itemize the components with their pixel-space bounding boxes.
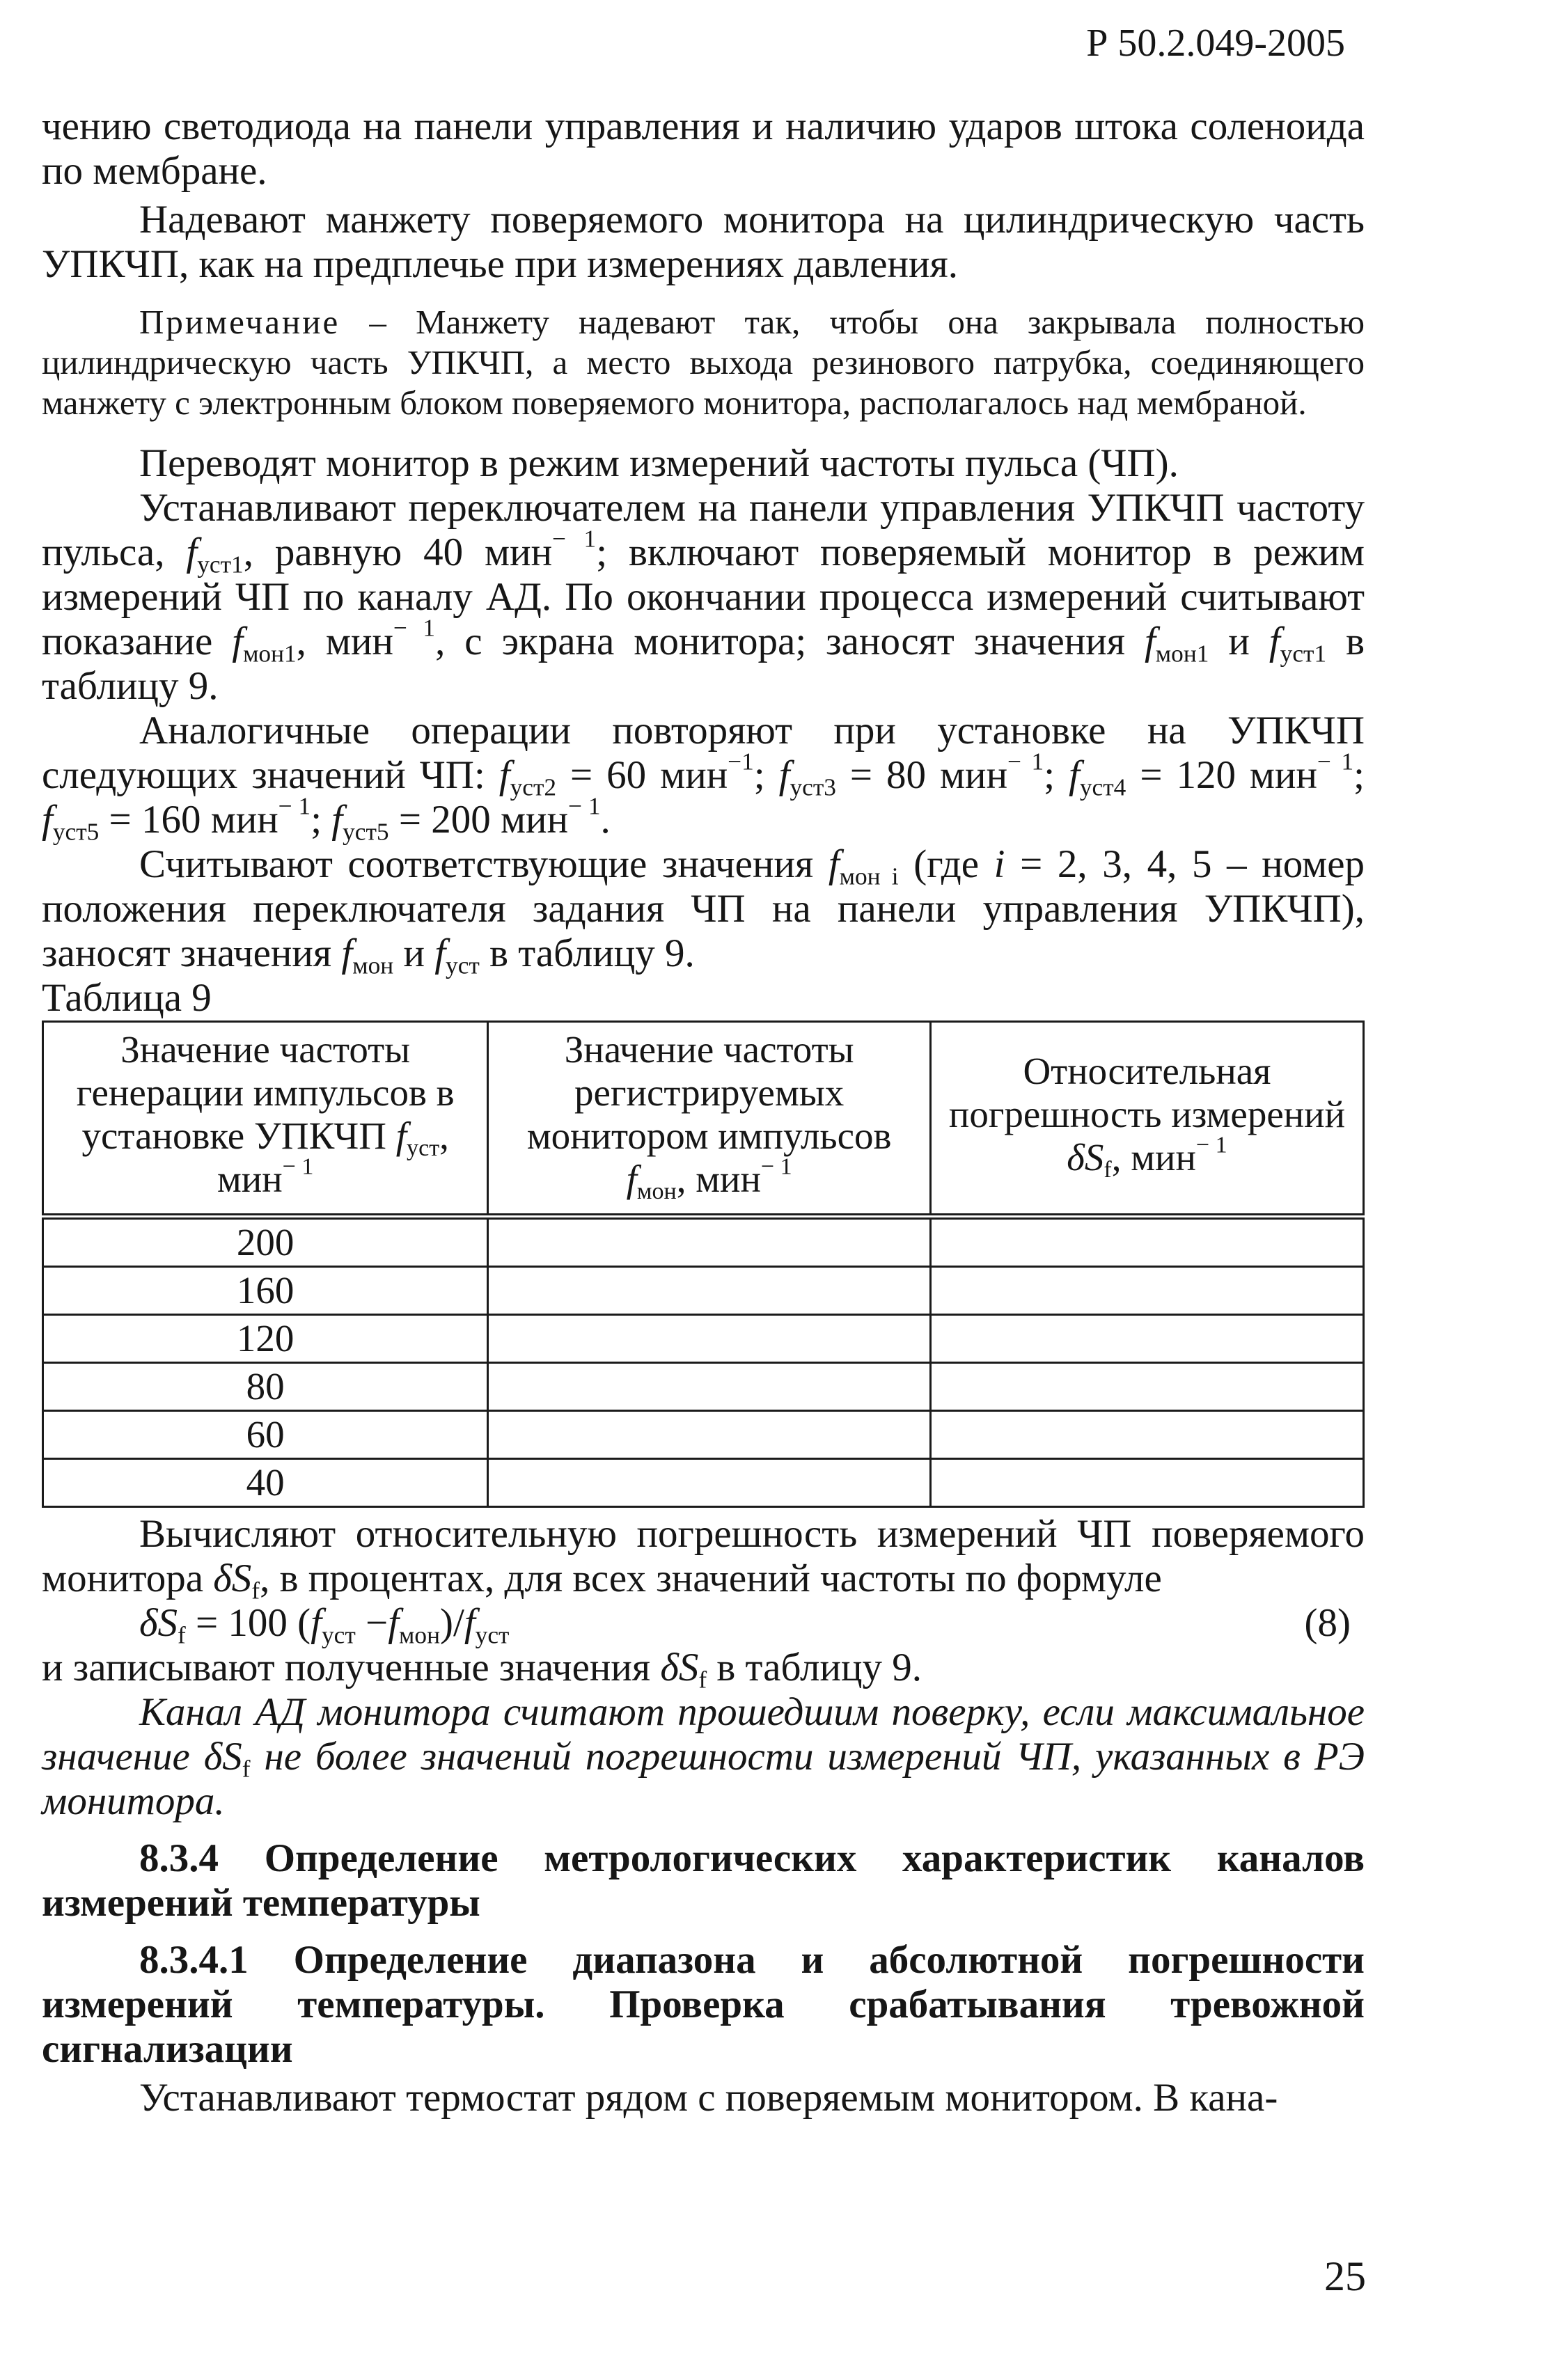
superscript: − 1 [552, 525, 597, 553]
paragraph-repeat [42, 709, 1365, 846]
subscript: мон1 [1155, 640, 1209, 668]
symbol-f: f [1269, 620, 1280, 663]
paragraph-mode: Переводят монитор в режим измерений частоты пульса (ЧП). [139, 441, 1179, 485]
subscript: уст1 [1280, 640, 1327, 668]
table-row [43, 1315, 1364, 1363]
subscript: мон1 [243, 640, 297, 668]
section-heading-8-3-4: 8.3.4 Определение метрологических характеристик каналов измерений температуры [42, 1836, 1365, 1925]
subscript: уст [475, 1621, 510, 1649]
column-header-registered-frequency [488, 1022, 931, 1217]
text-run: ; [1353, 753, 1365, 797]
text-run: = 80 мин [835, 753, 1008, 797]
column-header-relative-error [930, 1022, 1363, 1217]
symbol-f: f [1144, 620, 1156, 663]
symbol-delta-s: δS [660, 1646, 699, 1689]
paragraph-continuation: чению светодиода на панели управления и наличию ударов штока соленоида по мембране. [42, 104, 1365, 193]
symbol-f: f [341, 931, 353, 975]
text-run: в таблицу 9. [479, 931, 695, 975]
text-run: Устанавливают переключателем на панели управления УПКЧП частоту пульса, [42, 486, 1365, 574]
superscript: − 1 [282, 1153, 314, 1180]
superscript: − 1 [760, 1153, 792, 1180]
italic-text: Канал АД монитора считают прошедшим поверку, если максимальное значение [42, 1690, 1365, 1779]
table-cell-set-frequency: 120 [43, 1315, 488, 1363]
note [42, 302, 1365, 423]
subscript: уст2 [510, 773, 557, 801]
paragraph-read-values [42, 842, 1365, 979]
table-cell-empty [488, 1217, 931, 1267]
table-row [43, 1267, 1364, 1315]
subscript: f [1104, 1157, 1112, 1183]
symbol-i: i [994, 842, 1005, 886]
page-number: 25 [1324, 2253, 1366, 2299]
text-run: и записывают полученные значения [42, 1646, 661, 1689]
paragraph-set-pulse [42, 486, 1365, 709]
table-row [43, 1411, 1364, 1459]
text-run: и [1209, 620, 1269, 663]
symbol-f: f [1069, 753, 1080, 797]
text-run: = 200 мин [388, 798, 569, 842]
text-run: в таблицу 9. [707, 1646, 922, 1689]
symbol-f: f [464, 1601, 476, 1645]
subscript: мон [352, 952, 394, 979]
formula-text: )/ [439, 1601, 464, 1645]
text-run: и [393, 931, 435, 975]
subscript: уст5 [52, 818, 100, 846]
symbol-f: f [42, 798, 53, 842]
subscript: уст5 [343, 818, 389, 846]
text-run: , в процентах, для всех значений частоты по формуле [260, 1557, 1162, 1600]
subscript: f [178, 1621, 186, 1649]
text-run: Считывают соответствующие значения [139, 842, 829, 886]
superscript: − 1 [393, 614, 436, 642]
symbol-f: f [311, 1601, 322, 1645]
text-run: ; [311, 798, 332, 842]
table-cell-empty [488, 1315, 931, 1363]
table-cell-empty [930, 1459, 1363, 1507]
subscript: f [698, 1666, 707, 1694]
subscript: уст [322, 1621, 356, 1649]
subscript: мон [399, 1621, 440, 1649]
formula-text: − [355, 1601, 388, 1645]
superscript: − 1 [1195, 1132, 1227, 1158]
table-row [43, 1217, 1364, 1267]
page-body [42, 104, 1365, 2120]
header-unit: , мин [1111, 1136, 1196, 1179]
text-run: = 2, 3, 4, 5 – номер положения переключателя задания ЧП на панели управления УПКЧП), заносят значения [42, 842, 1365, 975]
superscript: − 1 [1317, 748, 1354, 775]
subscript: мон i [839, 862, 899, 890]
section-heading-8-3-4-1: 8.3.4.1 Определение диапазона и абсолютной погрешности измерений температуры. Проверка срабатывания тревожной сигнализации [42, 1938, 1365, 2071]
text-run: = 120 мин [1126, 753, 1317, 797]
text-run: Аналогичные операции повторяют при установке на УПКЧП следующих значений ЧП: [42, 709, 1365, 797]
header-text: Значение частоты генерации импульсов в установке УПКЧП [76, 1028, 455, 1157]
table-cell-empty [930, 1315, 1363, 1363]
superscript: − 1 [278, 792, 311, 820]
table-cell-set-frequency: 160 [43, 1267, 488, 1315]
symbol-f: f [626, 1158, 637, 1200]
column-header-generated-frequency [43, 1022, 488, 1217]
symbol-f: f [232, 620, 244, 663]
symbol-f: f [434, 931, 446, 975]
table-cell-empty [930, 1363, 1363, 1411]
header-text: Относительная погрешность измерений [948, 1050, 1346, 1135]
table-cell-empty [488, 1459, 931, 1507]
table-cell-empty [488, 1411, 931, 1459]
text-run: = 60 мин [556, 753, 728, 797]
subscript: уст [446, 952, 480, 979]
table-cell-empty [930, 1267, 1363, 1315]
text-run: ; [753, 753, 779, 797]
subscript: f [251, 1577, 260, 1605]
header-unit: , мин [676, 1158, 761, 1200]
symbol-f: f [186, 530, 198, 574]
symbol-delta-s: δS [213, 1557, 252, 1600]
italic-text: не более значений погрешности измерений ЧП, указанных в РЭ монитора. [42, 1735, 1365, 1823]
table-cell-set-frequency: 200 [43, 1217, 488, 1267]
symbol-f: f [331, 798, 343, 842]
header-text: Значение частоты регистрируемых монитором импульсов [526, 1028, 892, 1157]
note-label: Примечание [139, 303, 340, 341]
superscript: − 1 [568, 792, 601, 820]
text-run: ; включают поверяемый монитор в режим измерений ЧП по каналу АД. По окончании процесса измерений считывают показание [42, 530, 1365, 663]
superscript: − 1 [1007, 748, 1044, 775]
table-cell-empty [488, 1267, 931, 1315]
document-number: Р 50.2.049-2005 [1086, 22, 1345, 65]
subscript: f [242, 1755, 251, 1783]
header-unit: , мин [217, 1114, 449, 1200]
table-cell-empty [488, 1363, 931, 1411]
paragraph-compute-error [42, 1512, 1365, 1605]
symbol-delta-s: δS [203, 1735, 242, 1779]
text-run: (где [898, 842, 994, 886]
text-run: , равную 40 мин [243, 530, 553, 574]
formula-text: = 100 ( [185, 1601, 311, 1645]
text-run: , мин [296, 620, 393, 663]
text-run: Вычисляют относительную погрешность измерений ЧП поверяемого монитора [42, 1512, 1365, 1600]
symbol-delta-s: δS [139, 1601, 178, 1645]
symbol-f: f [388, 1601, 400, 1645]
note-text: – Манжету надевают так, чтобы она закрывала полностью цилиндрическую часть УПКЧП, а место выхода резинового патрубка, соединяющего манжету с электронным блоком поверяемого монитора, располагалось над мембраной. [42, 303, 1365, 422]
subscript: уст3 [790, 773, 836, 801]
subscript: уст4 [1079, 773, 1126, 801]
table-cell-set-frequency: 80 [43, 1363, 488, 1411]
table-caption: Таблица 9 [42, 976, 212, 1020]
table-row [43, 1459, 1364, 1507]
symbol-f: f [828, 842, 840, 886]
table-cell-set-frequency: 40 [43, 1459, 488, 1507]
superscript: −1 [728, 748, 754, 775]
symbol-f: f [395, 1114, 407, 1157]
paragraph-thermostat: Устанавливают термостат рядом с поверяемым монитором. В кана- [139, 2076, 1278, 2120]
text-run: = 160 мин [99, 798, 278, 842]
symbol-f: f [778, 753, 790, 797]
paragraph-criterion [42, 1690, 1365, 1824]
formula-number: (8) [1304, 1601, 1351, 1645]
paragraph-record [42, 1646, 1365, 1694]
paragraph-cuff: Надевают манжету поверяемого монитора на цилиндрическую часть УПКЧП, как на предплечье при измерениях давления. [42, 198, 1365, 286]
table-header-row [43, 1022, 1364, 1217]
table-row [43, 1363, 1364, 1411]
symbol-delta-s: δS [1067, 1136, 1104, 1179]
text-run: в таблицу 9. [42, 620, 1365, 708]
formula-expression [139, 1601, 510, 1649]
text-run: , с экрана монитора; заносят значения [435, 620, 1145, 663]
table-cell-set-frequency: 60 [43, 1411, 488, 1459]
subscript: мон [636, 1179, 677, 1205]
table-cell-empty [930, 1217, 1363, 1267]
subscript: уст [407, 1135, 440, 1162]
text-run: ; [1044, 753, 1069, 797]
symbol-f: f [498, 753, 510, 797]
subscript: уст1 [197, 551, 244, 578]
text-run: . [600, 798, 611, 842]
formula-8 [42, 1601, 1365, 1649]
table-cell-empty [930, 1411, 1363, 1459]
table-9 [42, 1020, 1365, 1508]
